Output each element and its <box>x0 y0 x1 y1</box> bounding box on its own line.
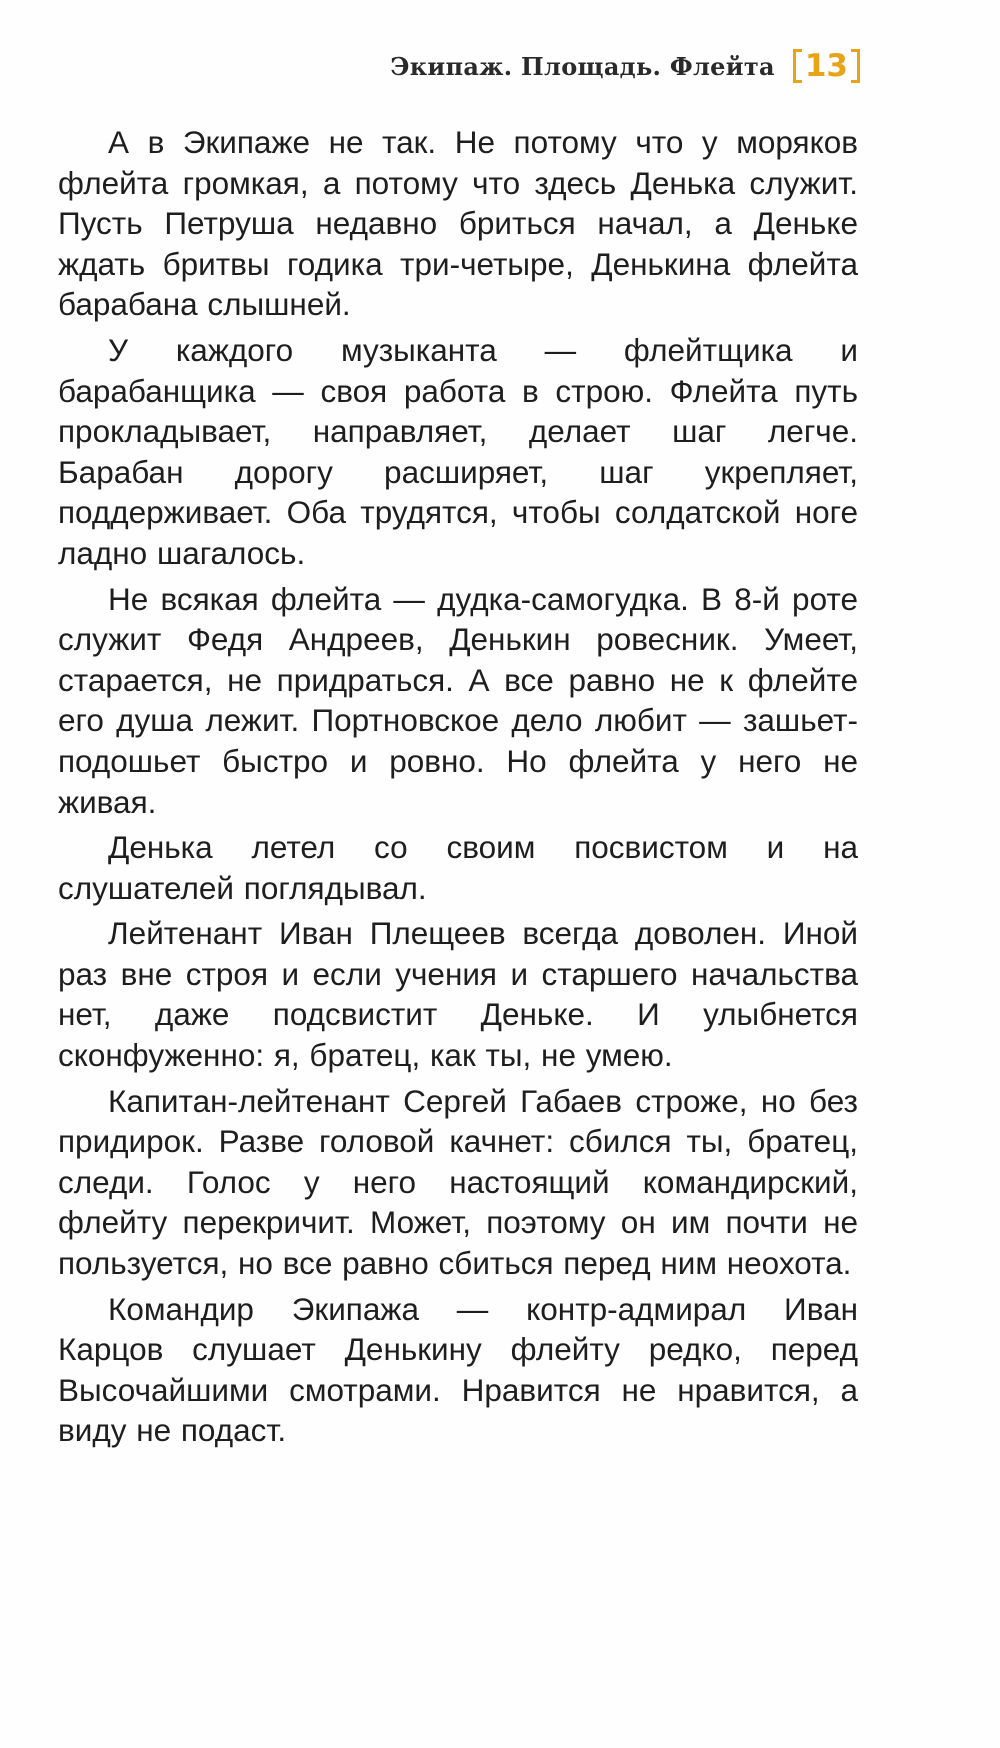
body-text <box>58 122 858 1456</box>
page-number-value: 13 <box>804 48 848 84</box>
paragraph: А в Экипаже не так. Не потому что у моряков флейта громкая, а потому что здесь Денька служит. Пусть Петруша недавно бриться начал, а Деньке ждать бритвы годика три-четыре, Денькина флейта барабана слышней. <box>58 124 858 323</box>
running-title: Экипаж. Площадь. Флейта <box>390 51 775 81</box>
paragraph: У каждого музыканта — флейтщика и барабанщика — своя работа в строю. Флейта путь прокладывает, направляет, делает шаг легче. Барабан дорогу расширяет, шаг укрепляет, поддерживает. Оба трудятся, чтобы солдатской ноге ладно шагалось. <box>58 331 858 571</box>
paragraph: Лейтенант Иван Плещеев всегда доволен. Иной раз вне строя и если учения и старшего начальства нет, даже подсвистит Деньке. И улыбнется сконфуженно: я, братец, как ты, не умею. <box>58 915 858 1074</box>
left-bracket-icon <box>793 49 802 83</box>
page-number <box>793 48 860 84</box>
paragraph: Не всякая флейта — дудка-самогудка. В 8-й роте служит Федя Андреев, Денькин ровесник. Умеет, старается, не придраться. А все равно не к флейте его душа лежит. Портновское дело любит — зашьет-подошьет быстро и ровно. Но флейта у него не живая. <box>58 580 858 820</box>
paragraph: Капитан-лейтенант Сергей Габаев строже, но без придирок. Разве головой качнет: сбился ты, братец, следи. Голос у него настоящий командирский, флейту перекричит. Может, поэтому он им почти не пользуется, но все равно сбиться перед ним неохота. <box>58 1082 858 1282</box>
paragraph: Командир Экипажа — контр-адмирал Иван Карцов слушает Денькину флейту редко, перед Высочайшими смотрами. Нравится не нравится, а виду не подаст. <box>58 1290 858 1449</box>
page-header <box>390 48 860 84</box>
right-bracket-icon <box>851 49 860 83</box>
paragraph: Денька летел со своим посвистом и на слушателей поглядывал. <box>58 829 858 906</box>
